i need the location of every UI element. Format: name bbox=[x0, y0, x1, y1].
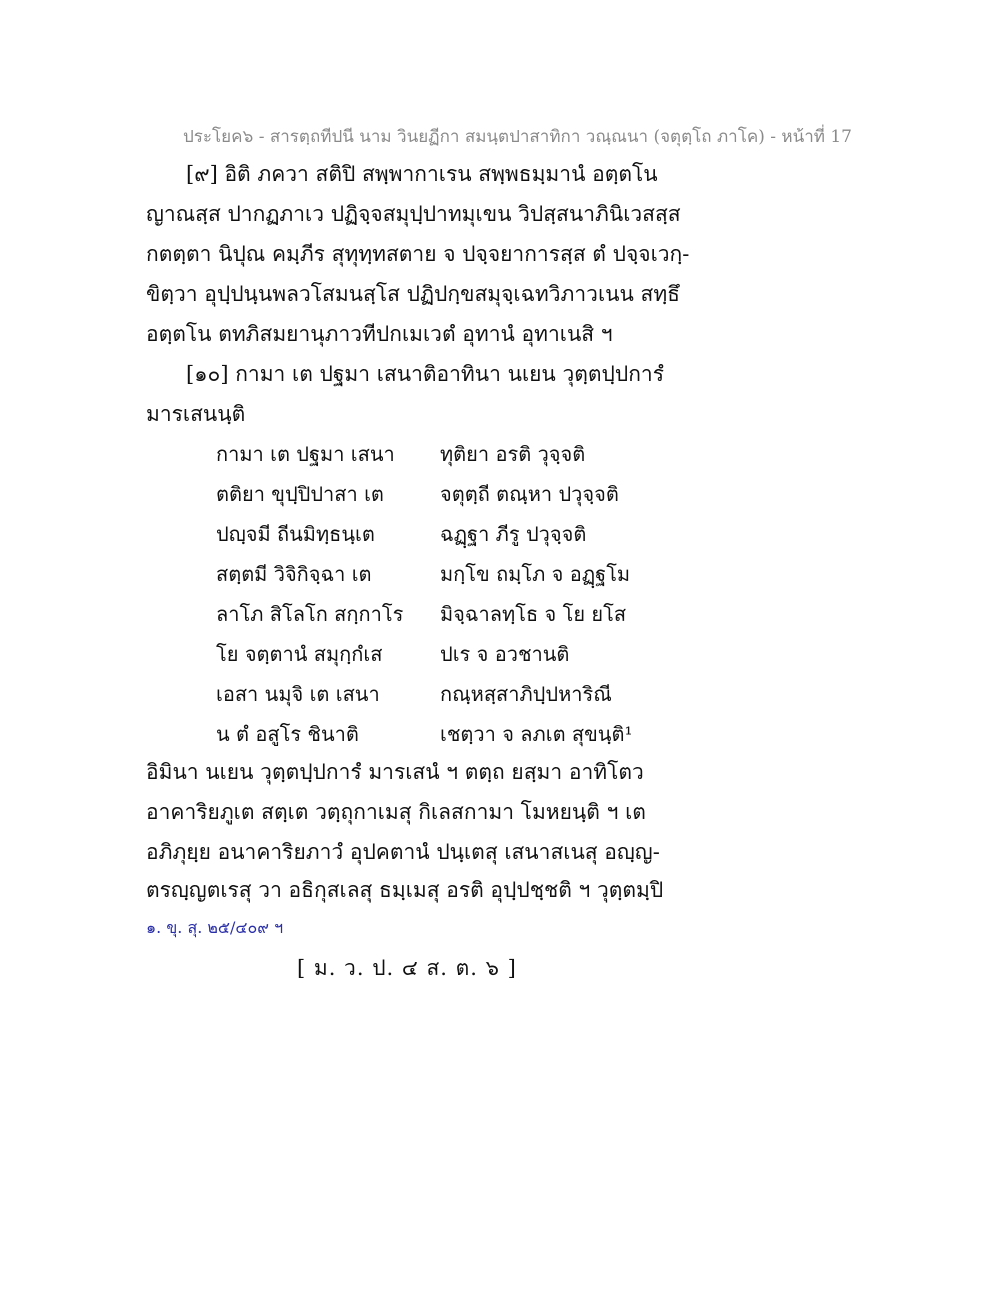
verse-6-left: โย จตฺตานํ สมุกฺกํเส bbox=[216, 642, 383, 666]
verse-1-right: ทุติยา อรติ วุจฺจติ bbox=[440, 442, 586, 466]
para9-line-1: [๙] อิติ ภควา สติปิ สพฺพากาเรน สพฺพธมฺมานํ อตฺตโน bbox=[186, 162, 658, 186]
footnote: ๑. ขุ. สุ. ๒๕/๔๐๙ ฯ bbox=[146, 918, 284, 937]
para9-line-5: อตฺตโน ตทภิสมยานุภาวทีปกเมเวตํ อุทานํ อุทาเนสิ ฯ bbox=[146, 322, 613, 346]
para9-line-3: กตตฺตา นิปุณ คมฺภีร สุทุทฺทสตาย จ ปจฺจยาการสฺส ตํ ปจฺจเวกฺ- bbox=[146, 242, 690, 266]
page-reference: [ ม. ว. ป. ๔ ส. ต. ๖ ] bbox=[297, 956, 517, 980]
para10-line-2: มารเสนนฺติ bbox=[146, 402, 246, 426]
para9-line-4: ขิตฺวา อุปฺปนฺนพลวโสมนสฺโส ปฏิปกฺขสมุจฺเฉทวิภาวเนน สทฺธึ bbox=[146, 282, 681, 306]
verse-1-left: กามา เต ปฐมา เสนา bbox=[216, 442, 395, 466]
verse-2-right: จตุตฺถี ตณฺหา ปวุจฺจติ bbox=[440, 482, 619, 506]
verse-5-right: มิจฺฉาลทฺโธ จ โย ยโส bbox=[440, 602, 627, 626]
para-after-line-2: อาคาริยภูเต สตฺเต วตฺถุกาเมสุ กิเลสกามา โมหยนฺติ ฯ เต bbox=[146, 800, 646, 824]
verse-2-left: ตติยา ขุปฺปิปาสา เต bbox=[216, 482, 384, 506]
para10-line-1: [๑๐] กามา เต ปฐมา เสนาติอาทินา นเยน วุตฺตปฺปการํ bbox=[186, 362, 664, 386]
verse-7-right: กณฺหสฺสาภิปฺปหาริณี bbox=[440, 682, 612, 706]
verse-3-left: ปญฺจมี ถีนมิทฺธนฺเต bbox=[216, 522, 375, 546]
verse-3-right: ฉฏฺฐา ภีรู ปวุจฺจติ bbox=[440, 522, 587, 546]
verse-8-right: เชตฺวา จ ลภเต สุขนฺติ¹ bbox=[440, 722, 633, 746]
verse-8-left: น ตํ อสูโร ชินาติ bbox=[216, 722, 359, 746]
verse-4-left: สตฺตมี วิจิกิจฺฉา เต bbox=[216, 562, 372, 586]
verse-4-right: มกฺโข ถมฺโภ จ อฏฺฐโม bbox=[440, 562, 631, 586]
verse-7-left: เอสา นมุจิ เต เสนา bbox=[216, 682, 380, 706]
running-header: ประโยค๖ - สารตฺถทีปนี นาม วินยฏีกา สมนฺตปาสาทิกา วณฺณนา (จตุตฺโถ ภาโค) - หน้าที่ 17 bbox=[183, 127, 852, 147]
para9-line-2: ญาณสฺส ปากฏภาเว ปฏิจฺจสมุปฺปาทมุเขน วิปสฺสนาภินิเวสสฺส bbox=[146, 202, 681, 226]
para-after-line-1: อิมินา นเยน วุตฺตปฺปการํ มารเสนํ ฯ ตตฺถ ยสฺมา อาทิโตว bbox=[146, 760, 644, 784]
verse-6-right: ปเร จ อวชานติ bbox=[440, 642, 570, 666]
para-after-line-4: ตรญฺญตเรสุ วา อธิกุสเลสุ ธมฺเมสุ อรติ อุปฺปชฺชติ ฯ วุตฺตมฺปิ bbox=[146, 878, 664, 902]
para-after-line-3: อภิภุยฺย อนาคาริยภาวํ อุปคตานํ ปนฺเตสุ เสนาสเนสุ อญฺญ- bbox=[146, 840, 660, 864]
verse-5-left: ลาโภ สิโลโก สกฺกาโร bbox=[216, 602, 404, 626]
